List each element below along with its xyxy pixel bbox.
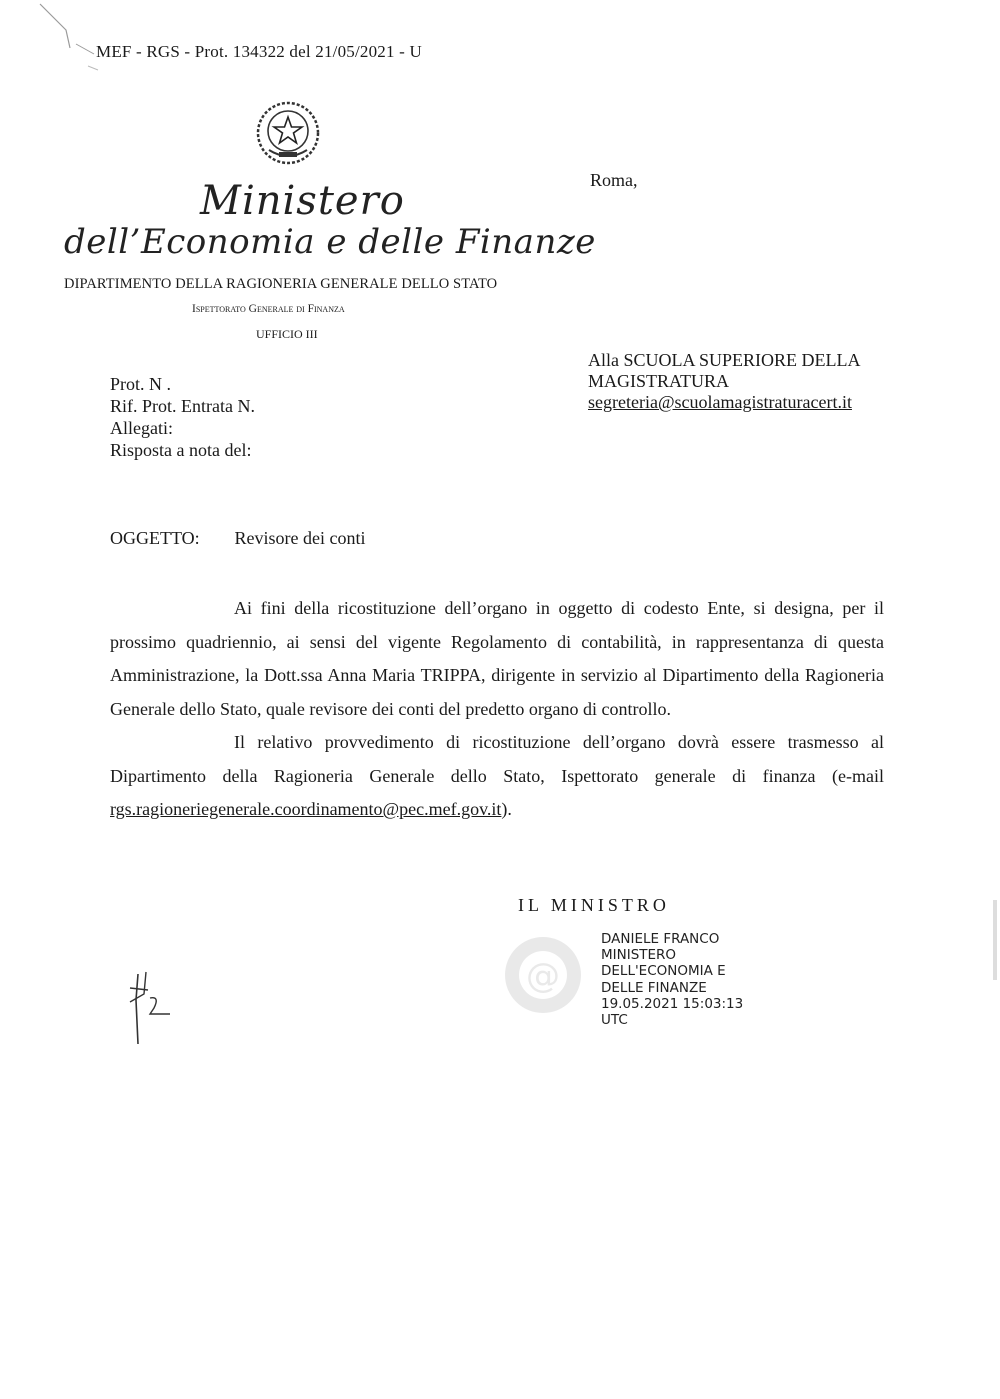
- meta-risposta: Risposta a nota del:: [110, 440, 252, 460]
- recipient-email[interactable]: segreteria@scuolamagistraturacert.it: [588, 392, 852, 412]
- handwritten-initials-icon: [120, 968, 180, 1048]
- meta-allegati: Allegati:: [110, 418, 173, 438]
- republic-emblem-icon: [255, 100, 321, 166]
- department-name: DIPARTIMENTO DELLA RAGIONERIA GENERALE DELLO STATO: [64, 276, 498, 292]
- body-paragraph-2-closing: ).: [501, 799, 512, 819]
- protocol-meta: [110, 373, 255, 461]
- signer-org-line3: DELLE FINANZE: [601, 979, 707, 996]
- scan-edge-mark: [993, 900, 997, 980]
- recipient-line2: MAGISTRATURA: [588, 371, 730, 391]
- subject-line: [110, 528, 365, 549]
- signer-name: DANIELE FRANCO: [601, 931, 720, 947]
- inspectorate-name: Ispettorato Generale di Finanza: [192, 303, 345, 315]
- body-paragraph-2: [110, 726, 884, 827]
- meta-rif: Rif. Prot. Entrata N.: [110, 396, 255, 416]
- subject-text: Revisore dei conti: [234, 528, 366, 548]
- recipient-line1: Alla SCUOLA SUPERIORE DELLA: [588, 350, 861, 370]
- meta-prot: Prot. N .: [110, 374, 172, 394]
- ministry-title-line1: Ministero: [200, 178, 405, 224]
- body-email-link[interactable]: rgs.ragioneriegenerale.coordinamento@pec.mef.gov.it: [110, 799, 502, 819]
- recipient-block: [588, 350, 861, 413]
- body-paragraph-2-text: Il relativo provvedimento di ricostituzione dell’organo dovrà essere trasmesso al Dipartimento della Ragioneria Generale dello Stato, Ispettorato generale di finanza (e-mail: [110, 732, 884, 786]
- ministry-title-line2: dell’Economia e delle Finanze: [64, 222, 596, 262]
- digital-signature-block: [601, 931, 743, 1028]
- svg-text:@: @: [526, 956, 560, 996]
- letter-body: [110, 592, 884, 827]
- signer-org-line2: DELL'ECONOMIA E: [601, 963, 726, 980]
- protocol-stamp: MEF - RGS - Prot. 134322 del 21/05/2021 - U: [96, 42, 422, 61]
- digital-seal-watermark-icon: [500, 932, 586, 1018]
- signature-timestamp: 19.05.2021 15:03:13: [601, 995, 744, 1012]
- body-paragraph-1: Ai fini della ricostituzione dell’organo in oggetto di codesto Ente, si designa, per il prossimo quadriennio, ai sensi del vigente Regolamento di contabilità, in rappresentanza di questa Amministrazione, la Dott.ssa Anna Maria TRIPPA, dirigente in servizio al Dipartimento della Ragioneria Generale dello Stato, quale revisore dei conti del predetto organo di controllo.: [110, 598, 884, 719]
- office-name: UFFICIO III: [256, 327, 318, 341]
- place-date: Roma,: [590, 170, 638, 190]
- subject-label: OGGETTO:: [110, 528, 200, 548]
- signature-title: IL MINISTRO: [518, 895, 670, 915]
- signature-timezone: UTC: [601, 1012, 628, 1029]
- scan-corner-mark: [36, 0, 116, 80]
- signer-org-line1: MINISTERO: [601, 947, 677, 964]
